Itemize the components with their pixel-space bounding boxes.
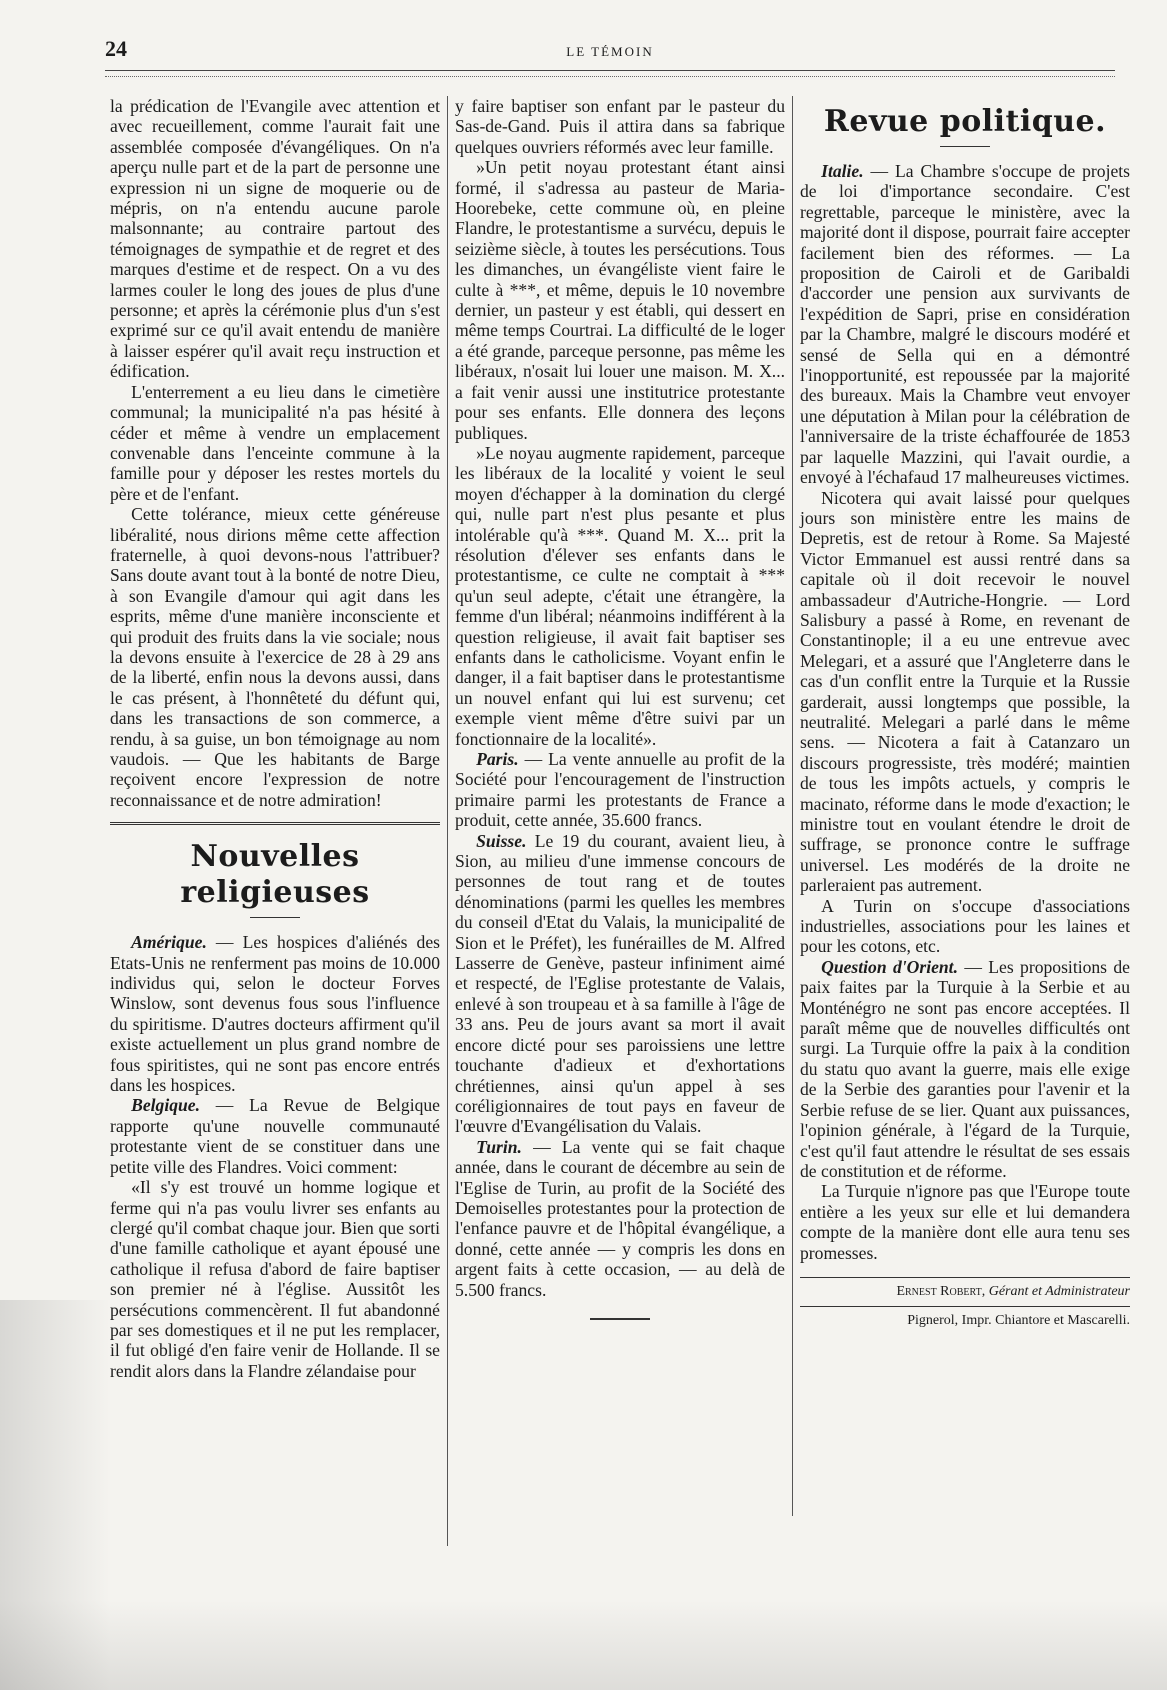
item-keyword: Turin. — [476, 1136, 522, 1157]
page-number: 24 — [105, 36, 127, 61]
paragraph: Cette tolérance, mieux cette généreuse libéralité, nous dirions même cette affection fraternelle, à quoi devons-nous l'attribuer? Sans doute avant tout à la bonté de notre Dieu, à son Evangile d'amour qui agit dans les esprits, même d'une manière inconsciente et qui produit des fruits dans la vie sociale; nous la devons ensuite à l'exercice de 28 à 29 ans de la liberté, enfin nous la devons aussi, dans le cas présent, à l'honnêteté du défunt qui, dans les transactions de son commerce, a rendu, à sa guise, un bon témoignage au nom vaudois. — Que les habitants de Barge reçoivent encore l'expression de notre reconnaissance et de notre admiration! — [110, 504, 440, 810]
section-divider — [110, 822, 440, 825]
column-divider-1 — [447, 96, 448, 1546]
title-rule — [940, 146, 990, 147]
manager-name: Ernest Robert, — [896, 1283, 986, 1299]
scan-shadow-bottom — [0, 1600, 1167, 1690]
item-text: Le 19 du courant, avaient lieu, à Sion, au milieu d'une immense concours de personnes de tout rang et de toutes dénominations (parmi les quelles les membres du conseil d'Etat du Valais, la municipalité de Sion et le Préfet), les funérailles de M. Alfred Lasserre de Genève, pasteur infiniment aimé et respecté, de l'Eglise protestante de Valais, enlevé à son troupeau et à sa famille à l'âge de 33 ans. Peu de jours avant sa mort il avait encore dicté pour ses paroissiens une lettre touchante d'adieux et d'exhortations chrétiennes, ainsi qu'un appel à ses coréligionnaires de tout pays en faveur de l'œuvre d'Evangélisation du Valais. — [455, 830, 785, 1137]
imprint-line: Pignerol, Impr. Chiantore et Mascarelli. — [907, 1313, 1130, 1329]
page-header — [105, 36, 1115, 71]
section-title-political-review: Revue politique. — [823, 104, 1107, 139]
paragraph: Nicotera qui avait laissé pour quelques jours son ministère entre les mains de Depretis, est de retour à Rome. Sa Majesté Victor Emmanuel est aussi rentré dans sa capitale où il doit recevoir le nouvel ambassadeur d'Autriche-Hongrie. — Lord Salisbury a passé à Rome, en revenant de Constantinople; il a eu une entrevue avec Melegari, et a assuré que l'Angleterre dans le cas d'un conflit entre la Turquie et la Russie garderait, aussi longtemps que possible, la neutralité. Melegari a parlé dans le même sens. — Nicotera a fait à Catanzaro un discours progressiste, très modéré; maintien de tous les impôts actuels, y compris le macinato, réforme dans le mode d'exaction; le ministre tout en voulant étendre le droit de suffrage, se prononce contre le suffrage universel. Les modérés de la droite ne parleraient pas autrement. — [800, 487, 1130, 896]
item-text: — La Chambre s'occupe de projets de loi d'importance secondaire. C'est regrettable, parceque le ministère, avec la majorité dont il dispose, pourrait faire accepter facilement bien des réformes. — La proposition de Cairoli et de Garibaldi d'accorder une pension aux survivants de l'expédition de Sapri, prise en considération par la Chambre, malgré le discours modéré et sensé de Sella qui en a démontré l'inopportunité, est repoussée par la majorité des bureaux. Mais la Chambre veut envoyer une députation à Milan pour la célébration de l'anniversaire de la triste échaffourée de 1853 par laquelle Mazzini, qui l'avait ourdie, a envoyé à l'échafaud 17 malheureuses victimes. — [800, 161, 1130, 488]
item-text: — La vente qui se fait chaque année, dans le courant de décembre au sein de l'Eglise de Turin, au profit de la Société des Demoiselles protestantes pour la protection de l'enfance pauvre et de l'hôpital évangélique, a donné, cette année — y compris les dons en argent faits à cette occasion, — au delà de 5.500 francs. — [455, 1136, 785, 1300]
paragraph: La Turquie n'ignore pas que l'Europe toute entière a les yeux sur elle et lui demandera compte de la manière dont elle aura tenu ses promesses. — [800, 1181, 1130, 1263]
news-item-orient — [800, 957, 1130, 1181]
column-3 — [800, 96, 1130, 1332]
news-item-italie — [800, 161, 1130, 488]
header-rule — [105, 76, 1115, 79]
item-keyword: Amérique. — [131, 932, 207, 953]
news-item-belgique — [110, 1095, 440, 1177]
paragraph: «Il s'y est trouvé un homme logique et ferme qui n'a pas voulu livrer ses enfants au clergé qu'il combat chaque jour. Bien que sorti d'une famille catholique et ayant épousé une catholique il refusa d'abord de faire baptiser son premier né à l'église. Aussitôt les persécutions commencèrent. Il fut abandonné par ses domestiques et il ne put les remplacer, il fut obligé d'en faire venir de Hollande. Il se rendit alors dans la Flandre zélandaise pour — [110, 1177, 440, 1381]
title-rule — [250, 917, 300, 918]
item-keyword: Belgique. — [131, 1095, 201, 1116]
item-text: — La vente annuelle au profit de la Société pour l'encouragement de l'instruction primaire parmi les protestants de France a produit, cette année, 35.600 francs. — [455, 749, 785, 831]
news-item-amerique — [110, 932, 440, 1095]
news-item-turin — [455, 1137, 785, 1300]
item-text: — Les propositions de paix faites par la Turquie à la Serbie et au Monténégro ne sont pas encore acceptées. Il paraît même que de nouvelles difficultés ont surgi. La Turquie offre la paix à la condition du statu quo avant la guerre, mais elle exige de la Serbie des garanties pour l'avenir et la Serbie refuse de se lier. Quant aux puissances, l'opinion générale, à l'égard de la Turquie, c'est qu'il faut attendre le résultat de ses essais de constitution et de réforme. — [800, 956, 1130, 1181]
signature-line — [800, 1277, 1130, 1307]
paragraph: A Turin on s'occupe d'associations industrielles, associations pour les laines et pour les cotons, etc. — [800, 895, 1130, 957]
section-title-religious-news: Nouvelles religieuses — [180, 839, 370, 911]
paragraph: »Un petit noyau protestant étant ainsi formé, il s'adressa au pasteur de Maria-Hoorebeke, cette commune où, en pleine Flandre, le protestantisme a survécu, depuis le seizième siècle, à toutes les persécutions. Tous les dimanches, un évangéliste vient faire le culte à ***, et même, depuis le 10 novembre dernier, un pasteur y est établi, qui dessert en même temps Courtrai. La difficulté de le loger a été grande, parceque personne, pas même les libéraux, n'osait lui louer une maison. M. X... a fait venir aussi une institutrice protestante pour ses enfants. Elle donnera des leçons publiques. — [455, 157, 785, 443]
column-2 — [455, 96, 785, 1320]
item-keyword: Italie. — [821, 161, 864, 181]
manager-role: Gérant et Administrateur — [985, 1283, 1130, 1299]
item-text: — La Revue de Belgique rapporte qu'une nouvelle communauté protestante vient de se constituer dans une petite ville des Flandres. Voici comment: — [110, 1095, 440, 1177]
item-keyword: Paris. — [476, 749, 519, 769]
paragraph: la prédication de l'Evangile avec attention et avec recueillement, comme l'aurait fait une assemblée composée d'évangéliques. On n'a aperçu nulle part et de la part de personne une expression ni un signe de moquerie ou de mépris, on n'a entendu aucune parole malsonnante; au contraire partout des témoignages de sympathie et de regret et des marques d'estime et de respect. On a vu des larmes couler le long des joues de plus d'une personne; et après la cérémonie plus d'un s'est exprimé sur ce qu'il avait entendu de manière à laisser espérer qu'il avait reçu instruction et édification. — [110, 96, 440, 382]
column-divider-2 — [792, 96, 793, 1516]
paragraph: L'enterrement a eu lieu dans le cimetière communal; la municipalité n'a pas hésité à céder et même à vendre un emplacement convenable dans l'enceinte commune à la famille pour y déposer les restes mortels du père et de l'enfant. — [110, 381, 440, 504]
paragraph: »Le noyau augmente rapidement, parceque les libéraux de la localité y voient le seul moyen d'échapper à la domination du clergé qui, nulle part n'est plus pesante et plus intolérable qu'à ***. Quand M. X... prit la résolution d'élever ses enfants dans le protestantisme, ce culte ne comptait à *** qu'un seul adepte, c'était une étrangère, la femme d'un libéral; néanmoins indifférent à la question religieuse, il avait fait baptiser ses enfants dans le catholicisme. Voyant enfin le danger, il a fait baptiser dans le protestantisme un nouvel enfant qui lui est survenu; cet exemple vient même d'être suivi par un fonctionnaire de la localité». — [455, 442, 785, 749]
paragraph: y faire baptiser son enfant par le pasteur du Sas-de-Gand. Puis il attira dans sa fabrique quelques ouvriers réformés avec leur famille. — [455, 96, 785, 157]
end-rule — [590, 1318, 650, 1320]
item-text: — Les hospices d'aliénés des Etats-Unis ne renferment pas moins de 10.000 individus qui, selon le docteur Forves Winslow, sont devenus fous sous l'influence du spiritisme. D'autres docteurs affirment qu'il existe actuellement un plus grand nombre de fous spiritistes, qui ne sont pas encore entrés dans les hospices. — [110, 932, 440, 1096]
news-item-suisse — [455, 831, 785, 1137]
news-item-paris — [455, 749, 785, 831]
item-keyword: Question d'Orient. — [821, 956, 958, 977]
item-keyword: Suisse. — [476, 830, 527, 851]
column-1 — [110, 96, 440, 1381]
journal-title: LE TÉMOIN — [566, 44, 654, 59]
